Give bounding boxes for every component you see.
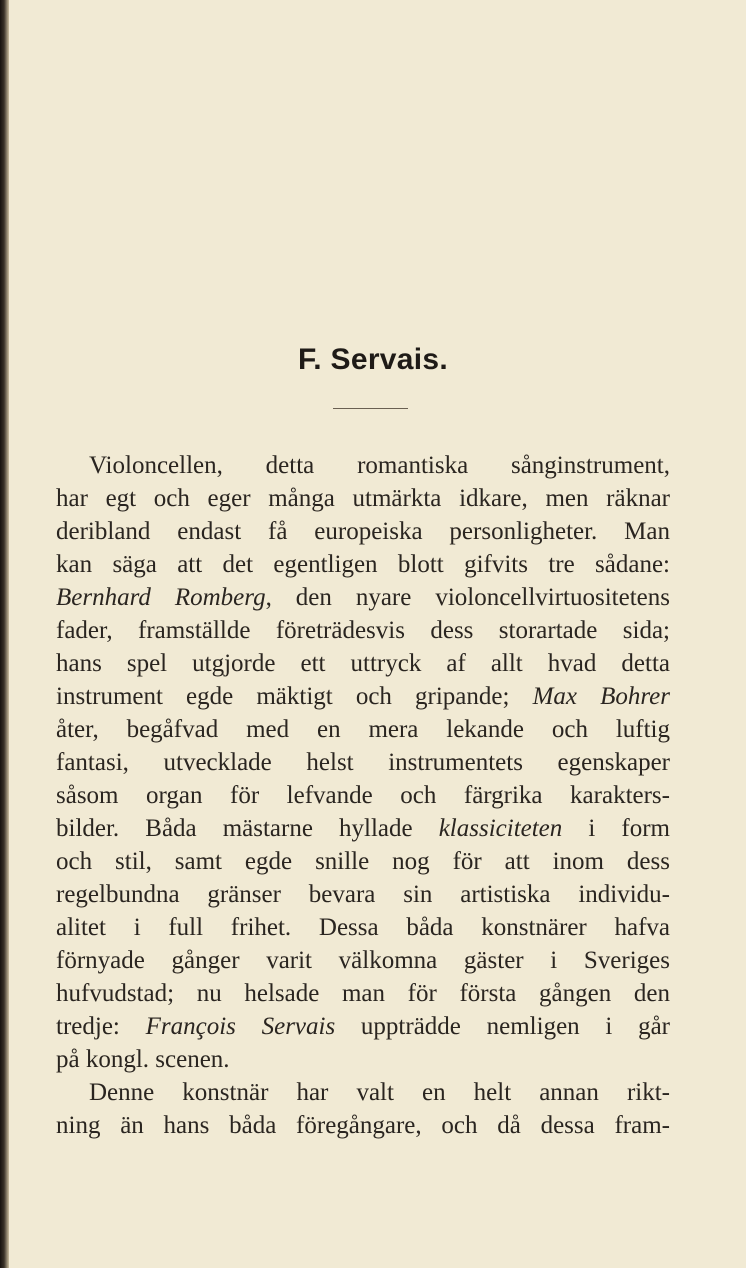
text-line [56,548,670,581]
title-divider-rule [333,408,408,409]
text-segment: förnyade gånger varit välkomna gäster i Sveriges [56,947,670,974]
chapter-title: F. Servais. [297,343,449,376]
text-segment: regelbundna gränser bevara sin artistiska individu- [56,881,670,908]
text-line [56,779,670,812]
text-line [56,647,670,680]
text-segment: tredje: [56,1013,146,1040]
text-line [56,482,670,515]
text-segment: åter, begåfvad med en mera lekande och luftig [56,716,670,743]
text-line [56,713,670,746]
text-line [56,746,670,779]
italic-name: François Servais [145,1013,336,1040]
text-segment: Denne konstnär har valt en helt annan rikt- [89,1079,670,1106]
text-segment: bilder. Båda mästarne hyllade [56,815,439,842]
text-segment: kan säga att det egentligen blott gifvits tre sådane: [56,551,670,578]
text-segment: fader, framställde företrädesvis dess storartade sida; [56,617,670,644]
italic-name: klassiciteten [438,815,563,842]
text-segment: fantasi, utvecklade helst instrumentets egenskaper [56,749,670,776]
text-segment: Violoncellen, detta romantiska sånginstrument, [89,452,670,479]
text-line [56,911,670,944]
text-segment: , den nyare violoncellvirtuositetens [265,584,670,611]
text-line [56,614,670,647]
text-line [56,944,670,977]
text-segment: instrument egde mäktigt och gripande; [56,683,533,710]
text-segment: hufvudstad; nu helsade man för första gången den [56,980,670,1007]
text-line [56,1043,670,1076]
text-line [56,878,670,911]
body-text [56,449,670,1142]
text-line [56,977,670,1010]
text-segment: har egt och eger många utmärkta idkare, men räknar [56,485,670,512]
text-segment: deribland endast få europeiska personligheter. Man [56,518,670,545]
text-line [56,845,670,878]
text-line [56,1109,670,1142]
text-segment: ning än hans båda föregångare, och då dessa fram- [56,1112,670,1139]
text-line [56,449,670,482]
text-segment: uppträdde nemligen i går [335,1013,670,1040]
text-line [56,515,670,548]
italic-name: Bernhard Romberg [56,584,266,611]
italic-name: Max Bohrer [532,683,670,710]
text-segment: på kongl. scenen. [56,1046,230,1073]
text-line [56,1076,670,1109]
text-segment: alitet i full frihet. Dessa båda konstnärer hafva [56,914,670,941]
text-line [56,581,670,614]
text-segment: och stil, samt egde snille nog för att inom dess [56,848,670,875]
text-line [56,680,670,713]
text-segment: såsom organ för lefvande och färgrika karakters- [56,782,670,809]
text-segment: hans spel utgjorde ett uttryck af allt hvad detta [56,650,670,677]
text-line [56,812,670,845]
text-segment: i form [562,815,670,842]
text-line [56,1010,670,1043]
